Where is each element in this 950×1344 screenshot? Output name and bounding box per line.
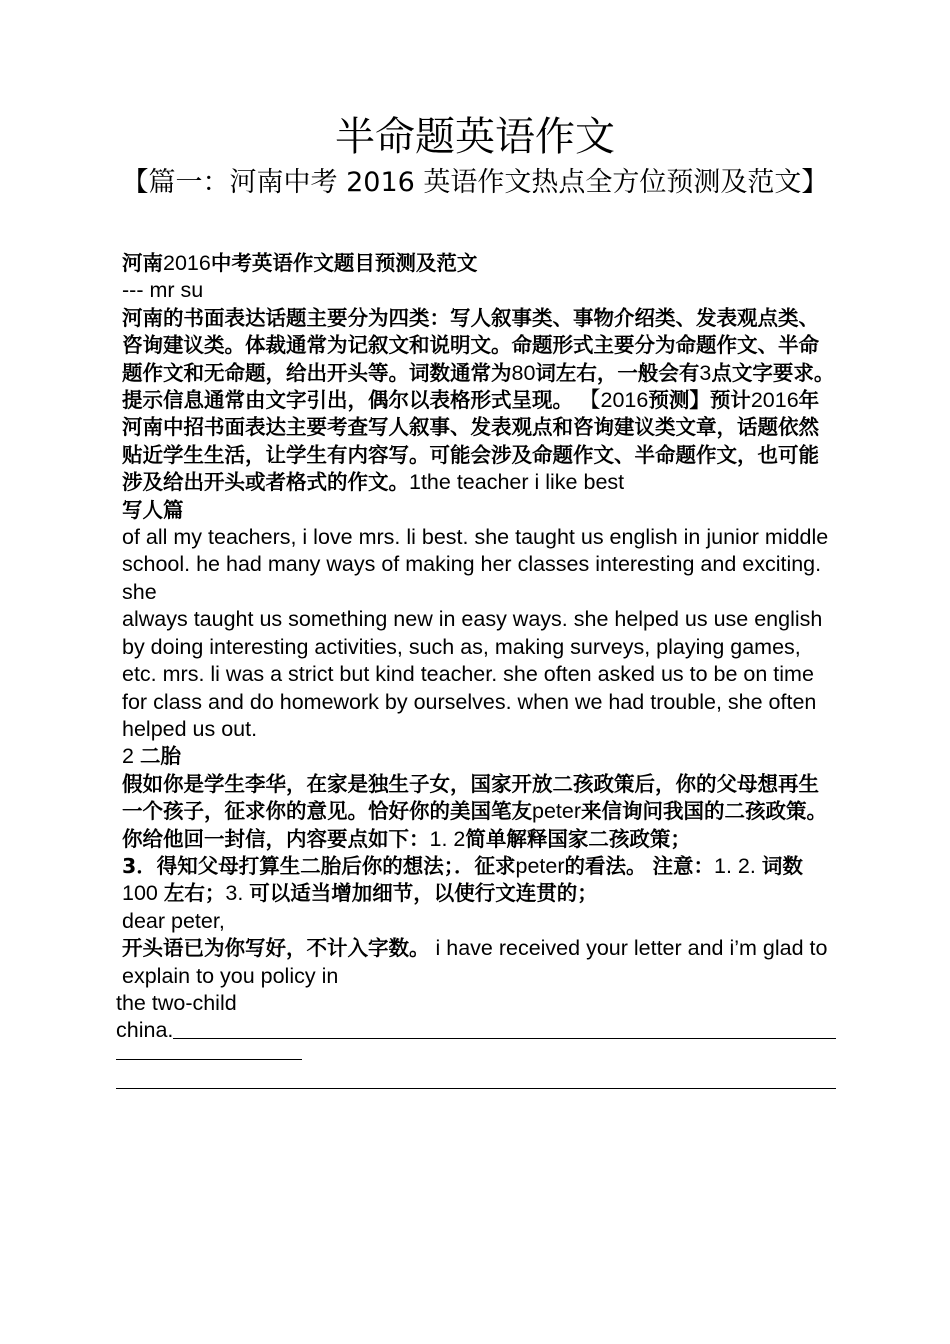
section-heading: 河南2016中考英语作文题目预测及范文 (122, 251, 478, 275)
intro-paragraph: 河南的书面表达话题主要分为四类：写人叙事类、事物介绍类、发表观点类、咨询建议类。体裁通常为记叙文和说明文。命题形式主要分为命题作文、半命题作文和无命题，给出开头等。词数通常为80词左右，一般会有3点文字要求。提示信息通常由文字引出，偶尔以表格形式呈现。 【2016预测】预计2016年河南中招书面表达主要考查写人叙事、发表观点和咨询建议类文章，话题依然贴近学生生活，让学生有内容写。可能会涉及命题作文、半命题作文，也可能涉及给出开头或者格式的作文。1the teacher i like best (122, 305, 835, 495)
answer-blank-line (116, 1060, 836, 1089)
essay-paragraph: for class and do homework by ourselves. when we had trouble, she often helped us out. (122, 689, 817, 741)
prompt-paragraph: 3．得知父母打算生二胎后你的想法；．征求peter的看法。 注意：1. 2. 词数 (122, 853, 803, 878)
document-title: 半命题英语作文 (335, 114, 615, 160)
section-label: 写人篇 (122, 497, 184, 522)
letter-opening-line: the two-child (116, 990, 237, 1015)
letter-opening: 开头语已为你写好，不计入字数。 i have received your letter and i’m glad to explain to you policy in (122, 936, 828, 988)
document-subtitle: 【篇一：河南中考 2016 英语作文热点全方位预测及范文】 (121, 167, 829, 198)
answer-blank-line (116, 1045, 302, 1060)
letter-greeting: dear peter, (122, 908, 225, 933)
essay-paragraph: of all my teachers, i love mrs. li best. she taught us english in junior middle school. he had many ways of making her classes interesting and exciting. she (122, 525, 829, 604)
document-body (116, 250, 836, 1089)
prompt-paragraph: 100 左右；3. 可以适当增加细节，以使行文连贯的； (122, 881, 598, 906)
answer-blank-line (173, 1038, 836, 1039)
topic-heading: 2 二胎 (122, 744, 181, 769)
prompt-paragraph: 假如你是学生李华，在家是独生子女，国家开放二孩政策后，你的父母想再生一个孩子，征求你的意见。恰好你的美国笔友peter来信询问我国的二孩政策。你给他回一封信，内容要点如下：1. 2简单解释国家二孩政策； (122, 771, 828, 851)
essay-paragraph: always taught us something new in easy ways. she helped us use english by doing interesting activities, such as, making surveys, playing games, etc. mrs. li was a strict but kind teacher. she often asked us to be on time (122, 607, 823, 687)
author-line: --- mr su (122, 278, 204, 303)
letter-opening-line: china. (116, 1017, 836, 1044)
